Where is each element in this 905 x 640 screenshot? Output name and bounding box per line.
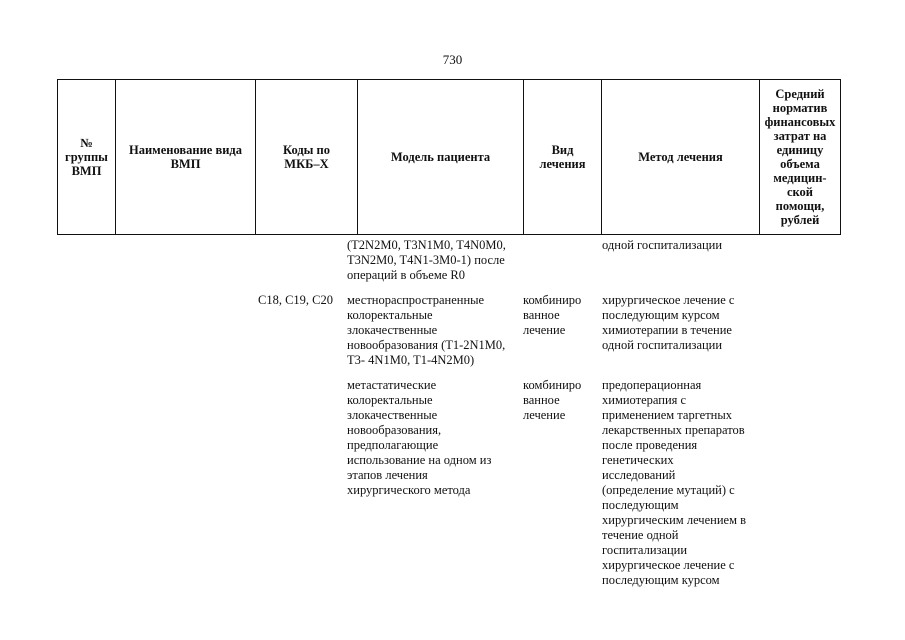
row1-treatment-type: комбиниро ванное лечение [523, 293, 582, 337]
header-patient-model: Модель пациента [358, 80, 524, 235]
header-group-no: № группы ВМП [58, 80, 116, 235]
header-vmp-name: Наименование вида ВМП [116, 80, 256, 235]
row1-treatment-method: хирургическое лечение с последующим курсом химиотерапии в течение одной госпитализации [602, 293, 735, 352]
row2-patient-model: метастатические колоректальные злокачественные новообразования, предполагающие использование на одном из этапов лечения хирургического метода [347, 378, 492, 497]
table-header [57, 79, 841, 235]
header-cost-norm: Средний норматив финансовых затрат на единицу объема медицин- ской помощи, рублей [760, 80, 841, 235]
page-number: 730 [442, 52, 463, 67]
header-treatment-method: Метод лечения [602, 80, 760, 235]
row0-treatment-method: одной госпитализации [602, 238, 723, 252]
row1-patient-model: местнораспространенные колоректальные злокачественные новообразования (T1-2N1M0, T3- 4N1M0, T1-4N2M0) [347, 293, 506, 367]
row0-patient-model: (T2N2M0, T3N1M0, T4N0M0, T3N2M0, T4N1-3M0-1) после операций в объеме R0 [347, 238, 506, 282]
row1-icd-codes: C18, C19, C20 [258, 293, 334, 307]
row2-treatment-type: комбиниро ванное лечение [523, 378, 582, 422]
header-icd-codes: Коды по МКБ–Х [256, 80, 358, 235]
header-treatment-type: Вид лечения [524, 80, 602, 235]
row2-treatment-method: предоперационная химиотерапия с применением таргетных лекарственных препаратов после проведения генетических исследований (определение мутаций) с последующим хирургическим лечением в течение одной госпитализации хирургическое лечение с последующим курсом [602, 378, 747, 587]
